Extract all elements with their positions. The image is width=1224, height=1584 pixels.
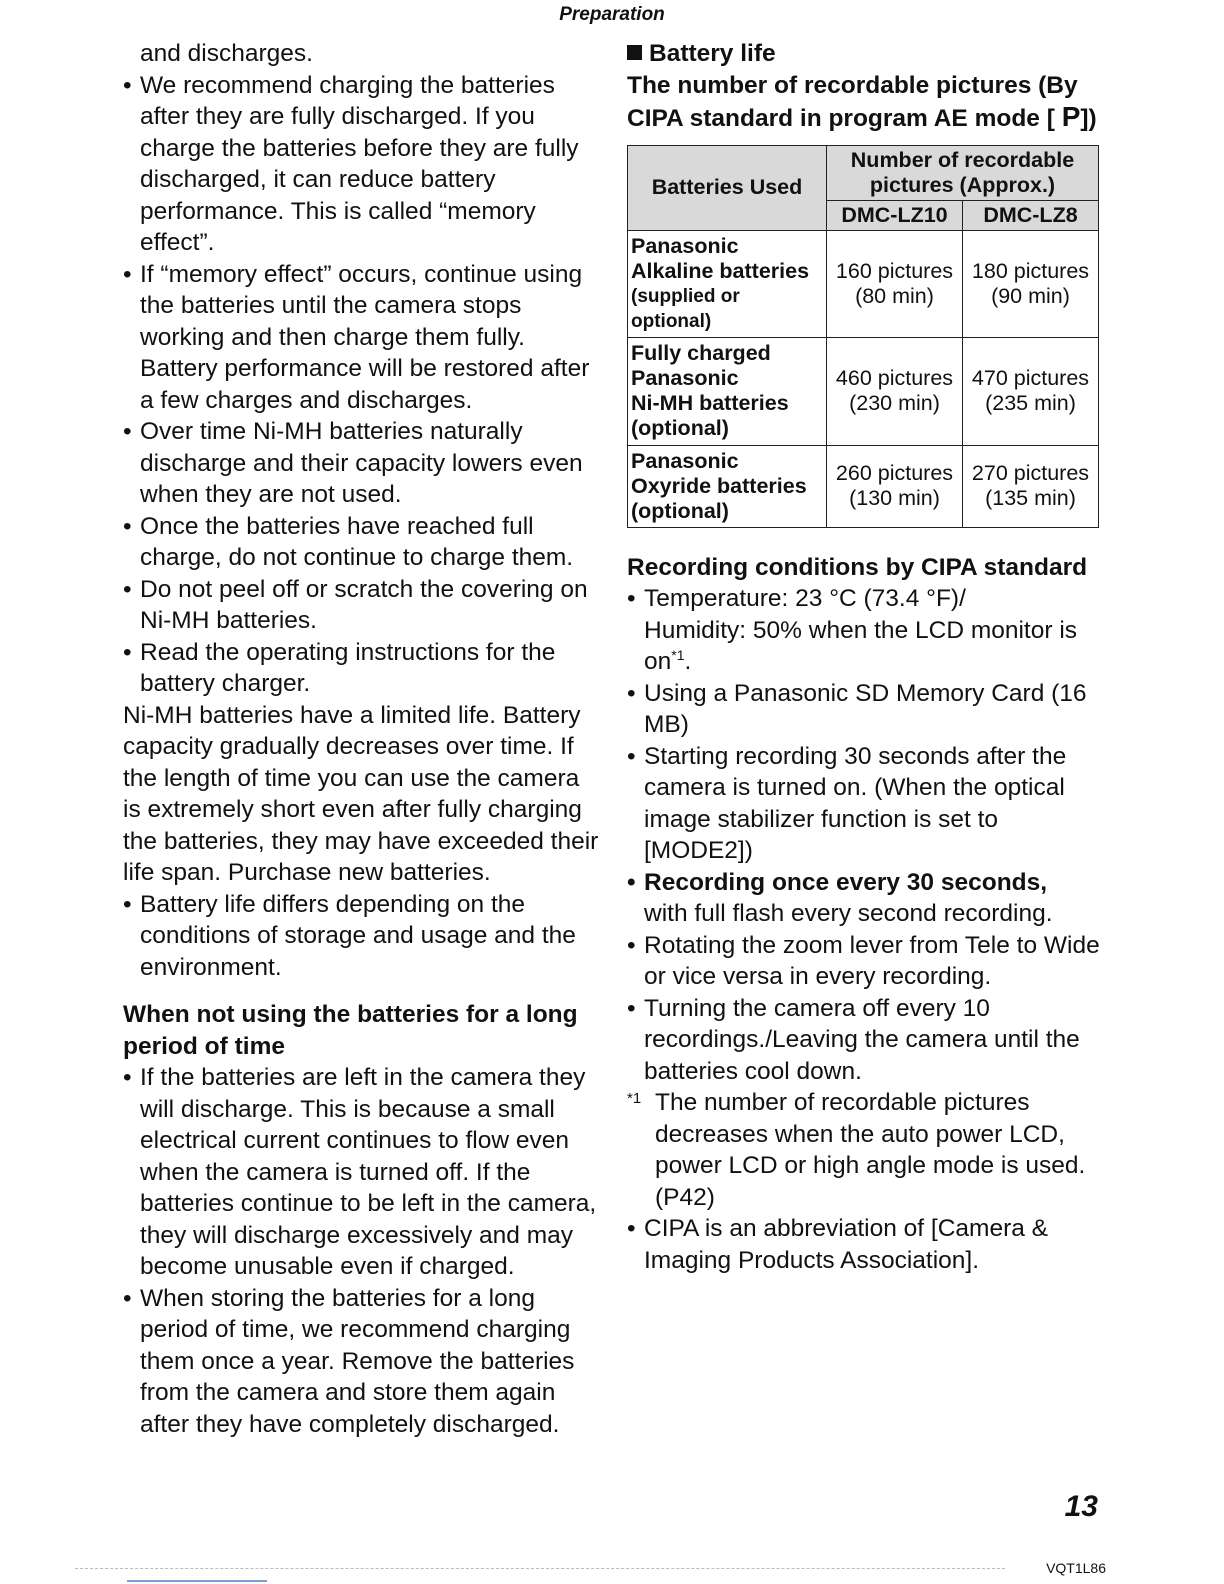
- lz8-value-cell: 180 pictures (90 min): [962, 230, 1098, 337]
- table-row: [628, 230, 1099, 337]
- bullet-item: • If “memory effect” occurs, continue using the batteries until the camera stops working and then charge them fully. Battery performance will be restored after a few charges and discharges.: [123, 259, 603, 417]
- footnote: *1 The number of recordable pictures decreases when the auto power LCD, power LCD or high angle mode is used. (P42): [627, 1089, 1086, 1211]
- condition-item: • Temperature: 23 °C (73.4 °F)/ Humidity: 50% when the LCD monitor is $on^{*1}$.: [627, 583, 1107, 678]
- blue-underline: [127, 1580, 267, 1582]
- bullet-item: • If the batteries are left in the camera they will discharge. This is because a small electrical current continues to flow even when the camera is turned off. If the batteries continue to be left in the camera, they will discharge excessively and may become unusable even if charged.: [123, 1062, 603, 1283]
- lifespan-paragraph: Ni-MH batteries have a limited life. Battery capacity gradually decreases over time. If the length of time you can use the camera is extremely short even after fully charging the batteries, they may have exceeded their life span. Purchase new batteries.: [123, 701, 599, 886]
- condition-item: • CIPA is an abbreviation of [Camera & Imaging Products Association].: [627, 1213, 1107, 1276]
- header-batteries-used: Batteries Used: [628, 145, 827, 230]
- header-recordable-count: Number of recordable pictures (Approx.): [827, 145, 1099, 200]
- header-model: DMC-LZ8: [962, 200, 1098, 230]
- storage-heading: When not using the batteries for a long period of time: [123, 1001, 578, 1060]
- bullet-item: • We recommend charging the batteries after they are fully discharged. If you charge the batteries before they are fully discharged, it can reduce battery performance. This is called “memory effect”.: [123, 70, 603, 259]
- right-column: [627, 38, 1107, 1276]
- condition-item: • Recording once every 30 seconds, with full flash every second recording.: [627, 867, 1107, 930]
- header-model: DMC-LZ10: [827, 200, 963, 230]
- condition-item: • Rotating the zoom lever from Tele to Wide or vice versa in every recording.: [627, 930, 1107, 993]
- table-row: [628, 337, 1099, 445]
- battery-type-cell: Panasonic Alkaline batteries (supplied or optional): [628, 230, 827, 337]
- condition-item: • Starting recording 30 seconds after the camera is turned on. (When the optical image stabilizer function is set to [MODE2]): [627, 741, 1107, 867]
- bullet-item: • Do not peel off or scratch the covering on Ni-MH batteries.: [123, 574, 603, 637]
- bullet-item: • Read the operating instructions for the battery charger.: [123, 637, 603, 700]
- recordable-subtitle: The number of recordable pictures (By CIPA standard in program AE mode [ P]): [627, 71, 1097, 132]
- bullet-item: • When storing the batteries for a long period of time, we recommend charging them once a year. Remove the batteries from the camera and store them again after they have completely discharged.: [123, 1283, 603, 1441]
- battery-type-cell: Fully charged Panasonic Ni-MH batteries (optional): [628, 337, 827, 445]
- battery-life-table: [627, 145, 1099, 528]
- battery-type-cell: Panasonic Oxyride batteries (optional): [628, 445, 827, 527]
- lz10-value-cell: 260 pictures (130 min): [827, 445, 963, 527]
- document-code: VQT1L86: [1046, 1560, 1106, 1576]
- bullet-item: • Once the batteries have reached full charge, do not continue to charge them.: [123, 511, 603, 574]
- lz10-value-cell: 460 pictures (230 min): [827, 337, 963, 445]
- page-number: 13: [1064, 1490, 1098, 1523]
- recording-conditions-heading: Recording conditions by CIPA standard: [627, 553, 1088, 581]
- square-bullet-icon: [627, 45, 642, 60]
- battery-life-title: Battery life: [627, 38, 1107, 70]
- bullet-item: • Battery life differs depending on the conditions of storage and usage and the environment.: [123, 889, 603, 984]
- table-row: [628, 445, 1099, 527]
- bullet-item: • Over time Ni-MH batteries naturally discharge and their capacity lowers even when they are not used.: [123, 416, 603, 511]
- lz10-value-cell: 160 pictures (80 min): [827, 230, 963, 337]
- condition-item: • Using a Panasonic SD Memory Card (16 MB): [627, 678, 1107, 741]
- left-column: [123, 38, 603, 1440]
- condition-item: • Turning the camera off every 10 recordings./Leaving the camera until the batteries cool down.: [627, 993, 1107, 1088]
- scan-artifact-line: [75, 1568, 1005, 1569]
- page-header: Preparation: [559, 4, 665, 25]
- intro-continuation: and discharges.: [140, 40, 313, 67]
- lz8-value-cell: 470 pictures (235 min): [962, 337, 1098, 445]
- lz8-value-cell: 270 pictures (135 min): [962, 445, 1098, 527]
